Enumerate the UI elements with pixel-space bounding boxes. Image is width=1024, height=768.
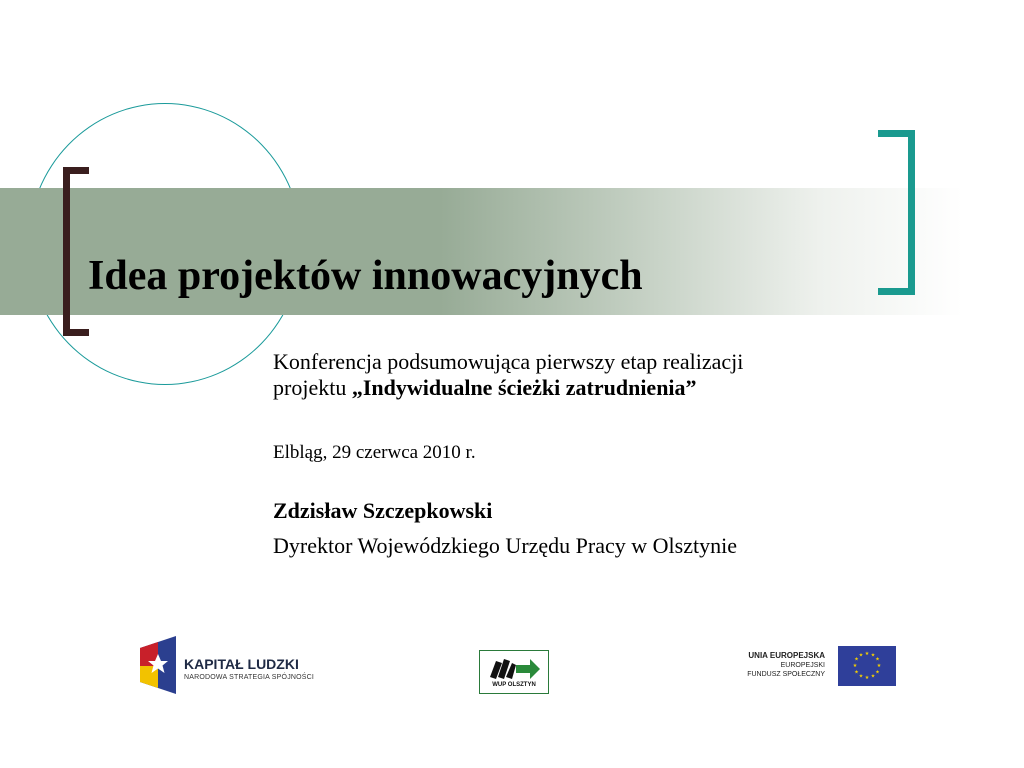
conference-line-2-prefix: projektu	[273, 375, 352, 400]
speaker-role: Dyrektor Wojewódzkiego Urzędu Pracy w Olsztynie	[273, 533, 737, 558]
wup-olsztyn-logo	[479, 650, 549, 694]
right-bracket-decoration	[878, 130, 915, 295]
left-bracket-decoration	[63, 167, 89, 336]
wup-arrow-icon	[488, 655, 542, 681]
svg-text:★: ★	[864, 651, 870, 657]
conference-line-2	[273, 375, 743, 401]
svg-text:★: ★	[876, 663, 882, 669]
svg-text:★: ★	[858, 652, 864, 659]
conference-info	[273, 349, 743, 401]
svg-text:★: ★	[864, 675, 870, 681]
wup-label: WUP OLSZTYN	[492, 682, 536, 688]
event-date: Elbląg, 29 czerwca 2010 r.	[273, 442, 476, 463]
kapital-ludzki-title: KAPITAŁ LUDZKI	[184, 656, 299, 672]
svg-text:★: ★	[854, 656, 859, 663]
svg-text:★: ★	[858, 673, 864, 680]
kapital-ludzki-logo	[138, 636, 338, 696]
svg-text:★: ★	[870, 652, 876, 659]
speaker-name: Zdzisław Szczepkowski	[273, 498, 493, 523]
eu-esf-logo	[740, 645, 900, 690]
eu-flag-icon	[838, 646, 896, 686]
kapital-ludzki-emblem-icon	[138, 636, 178, 694]
kapital-ludzki-subtitle: NARODOWA STRATEGIA SPÓJNOŚCI	[184, 674, 315, 681]
svg-text:★: ★	[875, 656, 880, 663]
eu-line-2: EUROPEJSKI	[780, 662, 825, 669]
svg-text:★: ★	[875, 669, 880, 676]
svg-text:★: ★	[852, 663, 858, 669]
svg-text:★: ★	[870, 673, 876, 680]
svg-text:★: ★	[854, 669, 859, 676]
eu-line-1: UNIA EUROPEJSKA	[748, 651, 825, 660]
project-name: „Indywidualne ścieżki zatrudnienia”	[351, 375, 697, 400]
conference-line-1: Konferencja podsumowująca pierwszy etap realizacji	[273, 349, 744, 374]
slide-title: Idea projektów innowacyjnych	[88, 253, 643, 299]
eu-line-3: FUNDUSZ SPOŁECZNY	[747, 671, 825, 678]
